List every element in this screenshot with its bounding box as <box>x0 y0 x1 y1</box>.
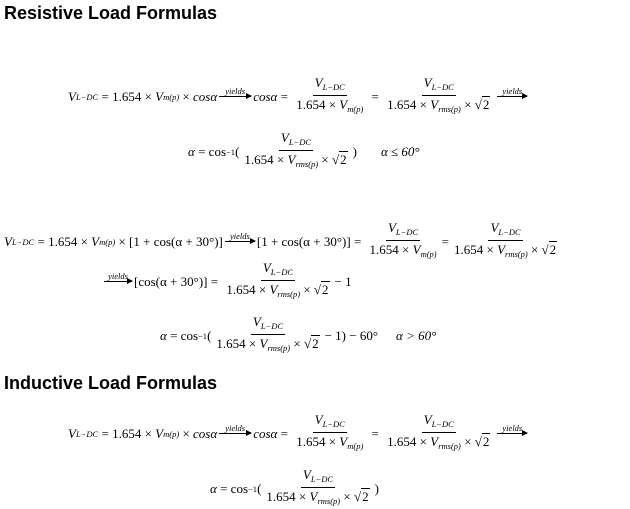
inductive-eq-cos-alpha: V L−DC = 1.654 × V m(p) × cosα yields cosα = $\frac{V_{L-DC}}{1.654 \times V_{m(p)}}$ = $\frac{V_{L-DC}}{1.654 \times V_{rms(p)} \times √2}$ yields <box>68 413 529 454</box>
fraction: $\frac{V_{L-DC}}{1.654 \times V_{rms(p)} \times √2}$ <box>387 75 490 114</box>
yields-arrow: yields <box>225 232 255 242</box>
yields-arrow: yields <box>497 424 527 434</box>
resistive-eq-bracket: V L−DC = 1.654 × V m(p) × [1 + cos(α + 30°)] yields [1 + cos(α + 30°)] = $\frac{V_{L-DC}}{1.654 \times V_{m(p)}}$ = $\frac{V_{L-DC}}{1.654 \times V_{rms(p)} \times √2}$ <box>4 221 562 262</box>
fraction: $\frac{V_{L-DC}}{1.654 \times V_{m(p)}}$ <box>369 220 437 259</box>
resistive-eq-cos-alpha: V L−DC = 1.654 × V m(p) × cosα yields cosα = $\frac{V_{L-DC}}{1.654 \times V_{m(p)}}$ = $\frac{V_{L-DC}}{1.654 \times V_{rms(p)} \times √2}$ yields <box>68 76 529 117</box>
inductive-title: Inductive Load Formulas <box>4 373 218 393</box>
condition-gt-60: α > 60° <box>396 327 437 343</box>
yields-arrow: yields <box>104 272 132 282</box>
fraction: $\frac{V_{L-DC}}{1.654 \times V_{rms(p)} \times √2}$ <box>387 412 490 451</box>
fraction: $\frac{V_{L-DC}}{1.654 \times V_{rms(p)} \times √2}$ <box>453 220 557 259</box>
fraction: $\frac{V_{L-DC}}{1.654 \times V_{rms(p)} \times √2}$ <box>226 260 329 299</box>
inductive-eq-alpha: α = cos −1 ( $\frac{V_{L-DC}}{1.654 \times V_{rms(p)} \times √2}$ ) <box>210 468 379 509</box>
fraction: $\frac{V_{L-DC}}{1.654 \times V_{m(p)}}$ <box>296 75 364 114</box>
resistive-title: Resistive Load Formulas <box>4 3 218 23</box>
fraction: $\frac{V_{L-DC}}{1.654 \times V_{rms(p)} \times √2}$ <box>244 130 347 169</box>
fraction: $\frac{V_{L-DC}}{1.654 \times V_{rms(p)} \times √2}$ <box>216 314 319 353</box>
fraction: $\frac{V_{L-DC}}{1.654 \times V_{rms(p)} \times √2}$ <box>266 467 369 506</box>
condition-le-60: α ≤ 60° <box>380 143 420 159</box>
resistive-eq-alpha-le-60: α = cos −1 ( $\frac{V_{L-DC}}{1.654 \times V_{rms(p)} \times √2}$ ) α ≤ 60° <box>188 131 420 172</box>
fraction: $\frac{V_{L-DC}}{1.654 \times V_{m(p)}}$ <box>296 412 364 451</box>
yields-arrow: yields <box>497 87 527 97</box>
yields-arrow: yields <box>219 87 251 97</box>
resistive-eq-alpha-gt-60: α = cos −1 ( $\frac{V_{L-DC}}{1.654 \times V_{rms(p)} \times √2}$ − 1) − 60° α > 60° <box>160 315 436 356</box>
yields-arrow: yields <box>219 424 251 434</box>
resistive-eq-cos-bracket: yields [cos(α + 30°)] = $\frac{V_{L-DC}}{1.654 \times V_{rms(p)} \times √2}$ − 1 <box>102 261 352 302</box>
